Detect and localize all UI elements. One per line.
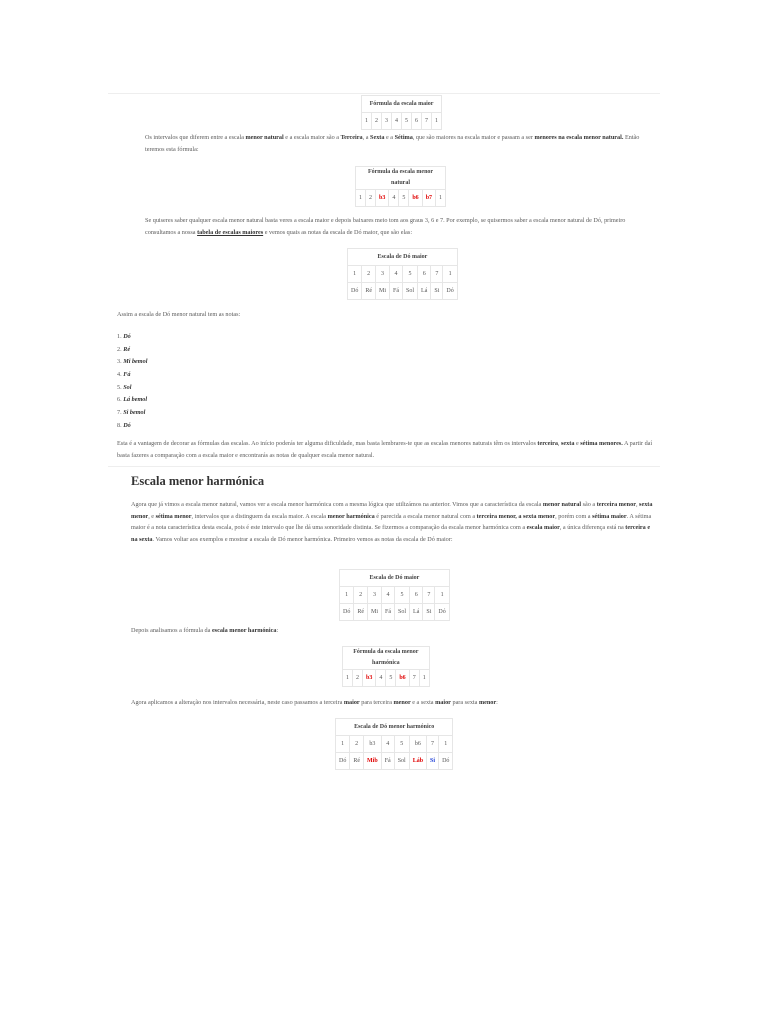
table-cell: Fá (381, 753, 394, 770)
table-cell-altered: b3 (363, 670, 376, 687)
table-title: Escala de Dó maior (348, 249, 458, 266)
paragraph-notes-intro: Assim a escala de Dó menor natural tem as notas: (117, 311, 241, 318)
table-cell: Ré (362, 283, 376, 300)
minor-harmonic-formula-table (342, 646, 430, 687)
paragraph-analyse-formula: Depois analisamos a fórmula da escala menor harmónica: (131, 627, 279, 634)
major-scales-link[interactable]: tabela de escalas maiores (197, 228, 264, 236)
table-cell: Lá (410, 604, 423, 621)
table-cell: 2 (366, 190, 376, 207)
section-divider (108, 466, 660, 467)
list-item: 3. Mi bemol (117, 358, 148, 366)
table-cell: 7 (422, 113, 432, 130)
table-cell: 5 (395, 587, 410, 604)
table-cell: 6 (418, 266, 431, 283)
table-cell-altered: Láb (409, 753, 426, 770)
table-cell-altered: b7 (422, 190, 435, 207)
table-cell: 4 (390, 266, 403, 283)
table-cell-altered: b6 (409, 190, 422, 207)
table-cell: Si (431, 283, 443, 300)
table-cell: 5 (399, 190, 409, 207)
table-cell: Dó (435, 604, 449, 621)
table-cell-leading-tone: Si (427, 753, 439, 770)
table-cell: b6 (409, 736, 426, 753)
table-cell: 2 (353, 670, 363, 687)
table-cell: Ré (354, 604, 368, 621)
table-cell: 1 (436, 190, 446, 207)
table-cell: 1 (340, 587, 354, 604)
table-cell: 2 (350, 736, 364, 753)
table-cell: 7 (427, 736, 439, 753)
list-item: 2. Ré (117, 345, 131, 353)
table-title: Fórmula da escala menor harmónica (343, 647, 430, 670)
list-item: 5. Sol (117, 383, 132, 391)
list-item: 8. Dó (117, 421, 131, 429)
table-cell: 3 (382, 113, 392, 130)
table-cell: 4 (381, 736, 394, 753)
top-divider (108, 93, 660, 94)
table-cell: Si (423, 604, 435, 621)
table-cell: 2 (372, 113, 382, 130)
table-cell: Mi (376, 283, 390, 300)
table-cell: Dó (340, 604, 354, 621)
table-cell: 6 (410, 587, 423, 604)
table-cell: Fá (390, 283, 403, 300)
do-major-table (347, 248, 458, 300)
table-cell: 5 (394, 736, 409, 753)
section-heading: Escala menor harmónica (131, 474, 265, 488)
table-cell: 1 (435, 587, 449, 604)
table-cell: 4 (376, 670, 386, 687)
table-cell: Ré (350, 753, 364, 770)
table-title: Fórmula da escala maior (362, 96, 442, 113)
table-cell: 3 (368, 587, 382, 604)
table-cell: Dó (443, 283, 457, 300)
table-cell-altered: Mib (364, 753, 382, 770)
table-cell: 7 (431, 266, 443, 283)
table-cell-altered: b3 (376, 190, 389, 207)
paragraph-harmonic-intro: Agora que já vimos a escala menor natural, vamos ver a escala menor harmónica com a mesma lógica que utilizámos na anterior. Vimos que a característica da escala menor natural são a terceira menor, sexta menor, e sétima menor, intervalos que a distinguem da escala maior. A escala menor harmónica é parecida a escala menor natural com a terceira menor, a sexta menor, porém com a sétima maior. A sétima maior é a nota característica desta escala, pois é este intervalo que lhe dá uma sonoridade distinta. Se fizermos a comparação da escala menor harmónica com a escala maior, a única diferença está na terceira e na sexta. Vamos voltar aos exemplos e mostrar a escala de Dó menor harmónica. Primeiro vemos as notas da escala de Dó maior: (131, 501, 653, 543)
table-cell: Dó (336, 753, 350, 770)
table-cell: 4 (382, 587, 395, 604)
paragraph-intervals: Os intervalos que diferem entre a escala menor natural e a escala maior são a Terceira, a Sexta e a Sétima, que são maiores na escala maior e passam a ser menores na escala menor natural. Então teremos esta fórmula: (145, 134, 640, 153)
table-cell: 1 (336, 736, 350, 753)
table-cell: Lá (418, 283, 431, 300)
table-cell: 3 (376, 266, 390, 283)
list-item: 7. Si bemol (117, 409, 146, 417)
table-cell: 1 (443, 266, 457, 283)
table-cell: 7 (423, 587, 435, 604)
table-cell: b3 (364, 736, 382, 753)
table-cell: Sol (395, 604, 410, 621)
paragraph-how-to: Se quiseres saber qualquer escala menor natural basta veres a escala maior e depois baixares meio tom aos graus 3, 6 e 7. Por exemplo, se quisermos saber a escala menor natural de Dó, primeiro consultamos a nossa tabela de escalas maiores e vemos quais as notas da escala de Dó maior, que são elas: (145, 217, 626, 236)
table-cell: 2 (354, 587, 368, 604)
list-item: 1. Dó (117, 333, 131, 340)
paragraph-apply-changes: Agora aplicamos a alteração nos intervalos necessária, neste caso passamos a terceira maior para terceira menor e a sexta maior para sexta menor: (131, 699, 498, 706)
table-title: Fórmula da escala menor natural (356, 167, 446, 190)
table-cell: 1 (356, 190, 366, 207)
table-cell: 5 (386, 670, 396, 687)
do-minor-harmonic-table (335, 718, 453, 770)
table-cell: 5 (402, 113, 412, 130)
table-title: Escala de Dó maior (340, 570, 450, 587)
table-cell: Fá (382, 604, 395, 621)
table-cell: 5 (403, 266, 418, 283)
table-cell: Dó (348, 283, 362, 300)
table-cell: 2 (362, 266, 376, 283)
table-cell: 7 (409, 670, 419, 687)
table-cell: 1 (439, 736, 453, 753)
minor-natural-formula-table (355, 166, 446, 207)
major-formula-table (361, 95, 442, 130)
table-cell: 4 (389, 190, 399, 207)
table-cell: 1 (362, 113, 372, 130)
list-item: 6. Lá bemol (117, 396, 148, 404)
table-cell: 6 (412, 113, 422, 130)
paragraph-advantage: Esta é a vantagem de decorar as fórmulas das escalas. Ao início poderás ter alguma dificuldade, mas basta lembrares-te que as escalas menores naturais têm os intervalos terceira, sexta e sétima menores. A partir daí basta fazeres a comparação com a escala maior e encontrarás as notas de qualquer escala menor natural. (117, 440, 653, 459)
table-title: Escala de Dó menor harmónico (336, 719, 453, 736)
list-item: 4. Fá (117, 371, 131, 379)
table-cell: 1 (348, 266, 362, 283)
table-cell: 1 (419, 670, 429, 687)
table-cell: Dó (439, 753, 453, 770)
do-major-table-2 (339, 569, 450, 621)
table-cell: 1 (432, 113, 442, 130)
table-cell-altered: b6 (396, 670, 409, 687)
note-list (117, 331, 147, 433)
table-cell: Mi (368, 604, 382, 621)
table-cell: 4 (392, 113, 402, 130)
table-cell: Sol (394, 753, 409, 770)
table-cell: Sol (403, 283, 418, 300)
table-cell: 1 (343, 670, 353, 687)
